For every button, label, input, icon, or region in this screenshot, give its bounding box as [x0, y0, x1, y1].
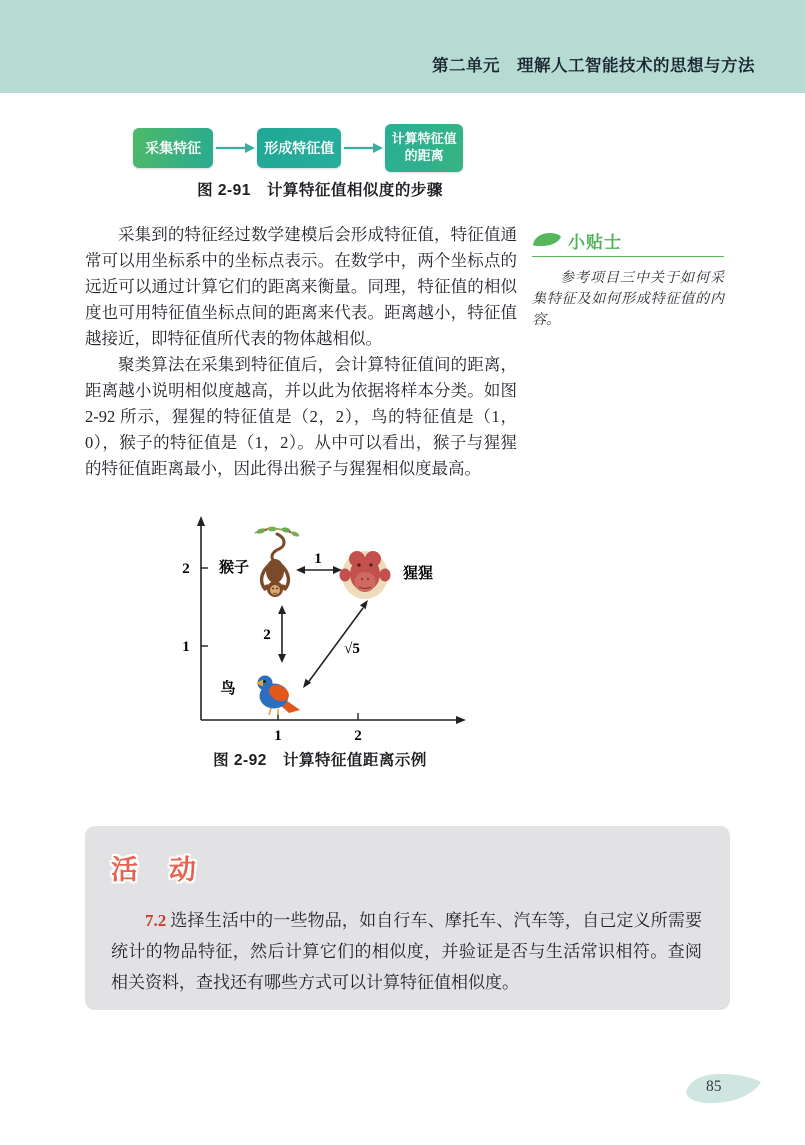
paragraph-clustering-distance: 聚类算法在采集到特征值后，会计算特征值间的距离，距离越小说明相似度越高，并以此为依据将样本分类。如图 2-92 所示，猩猩的特征值是（2，2），鸟的特征值是（1，0），猴子的特征值是（1，2）。从中可以看出，猴子与猩猩的特征值距离最小，因此得出猴子与猩猩相似度最高。 — [85, 355, 517, 478]
tip-title: 小贴士 — [568, 233, 622, 252]
flow-arrow-right-icon — [341, 141, 385, 155]
monkey-illustration — [255, 527, 300, 597]
distance-arrow-monkey-gorilla — [296, 566, 342, 574]
feature-steps-flowchart — [133, 124, 463, 172]
x-axis-tick-1: 1 — [274, 728, 282, 744]
distance-label-sqrt5: √5 — [344, 641, 360, 657]
flow-step-compute-distance: 计算特征值的距离 — [385, 124, 463, 172]
page-number: 85 — [706, 1078, 722, 1095]
tip-box — [532, 228, 724, 345]
main-text-column — [85, 222, 517, 482]
unit-title: 第二单元 理解人工智能技术的思想与方法 — [432, 56, 755, 75]
activity-text: 选择生活中的一些物品，如自行车、摩托车、汽车等，自己定义所需要统计的物品特征，然后计算它们的相似度，并验证是否与生活常识相符。查阅相关资料，查找还有哪些方式可以计算特征值相似度。 — [111, 911, 702, 992]
distance-label-1: 1 — [314, 551, 322, 567]
tip-body: 参考项目三中关于如何采集特征及如何形成特征值的内容。 — [532, 271, 724, 328]
figure-2-92-caption: 图 2-92 计算特征值距离示例 — [213, 752, 427, 769]
flow-step-collect-features: 采集特征 — [133, 128, 213, 168]
point-label-gorilla: 猩猩 — [402, 565, 434, 582]
point-label-bird: 鸟 — [220, 680, 236, 697]
figure-2-92-distance-chart — [168, 512, 468, 750]
y-axis-tick-1: 1 — [182, 639, 190, 655]
activity-title: 活 动 — [111, 855, 198, 885]
figure-2-91-caption: 图 2-91 计算特征值相似度的步骤 — [197, 182, 443, 199]
flow-arrow-right-icon — [213, 141, 257, 155]
leaf-shape-icon — [684, 1070, 764, 1108]
flow-step-form-feature-values: 形成特征值 — [257, 128, 341, 168]
point-label-monkey: 猴子 — [218, 559, 250, 576]
leaf-icon — [532, 231, 562, 253]
x-axis-tick-2: 2 — [354, 728, 362, 744]
gorilla-illustration — [340, 551, 391, 599]
unit-header-band — [0, 0, 805, 93]
page-number-badge — [684, 1070, 764, 1108]
y-axis-tick-2: 2 — [182, 561, 190, 577]
activity-box — [85, 826, 730, 1010]
activity-body — [111, 905, 702, 998]
distance-label-2: 2 — [263, 627, 271, 643]
bird-illustration — [256, 676, 300, 716]
axes — [197, 516, 466, 724]
paragraph-feature-values: 采集到的特征经过数学建模后会形成特征值，特征值通常可以用坐标系中的坐标点表示。在数学中，两个坐标点的远近可以通过计算它们的距离来衡量。同理，特征值的相似度也可用特征值坐标点间的距离来代表。距离越小，特征值越接近，即特征值所代表的物体越相似。 — [85, 225, 517, 348]
tip-header — [532, 228, 724, 257]
activity-number: 7.2 — [145, 911, 167, 930]
distance-arrow-monkey-bird — [278, 605, 286, 663]
